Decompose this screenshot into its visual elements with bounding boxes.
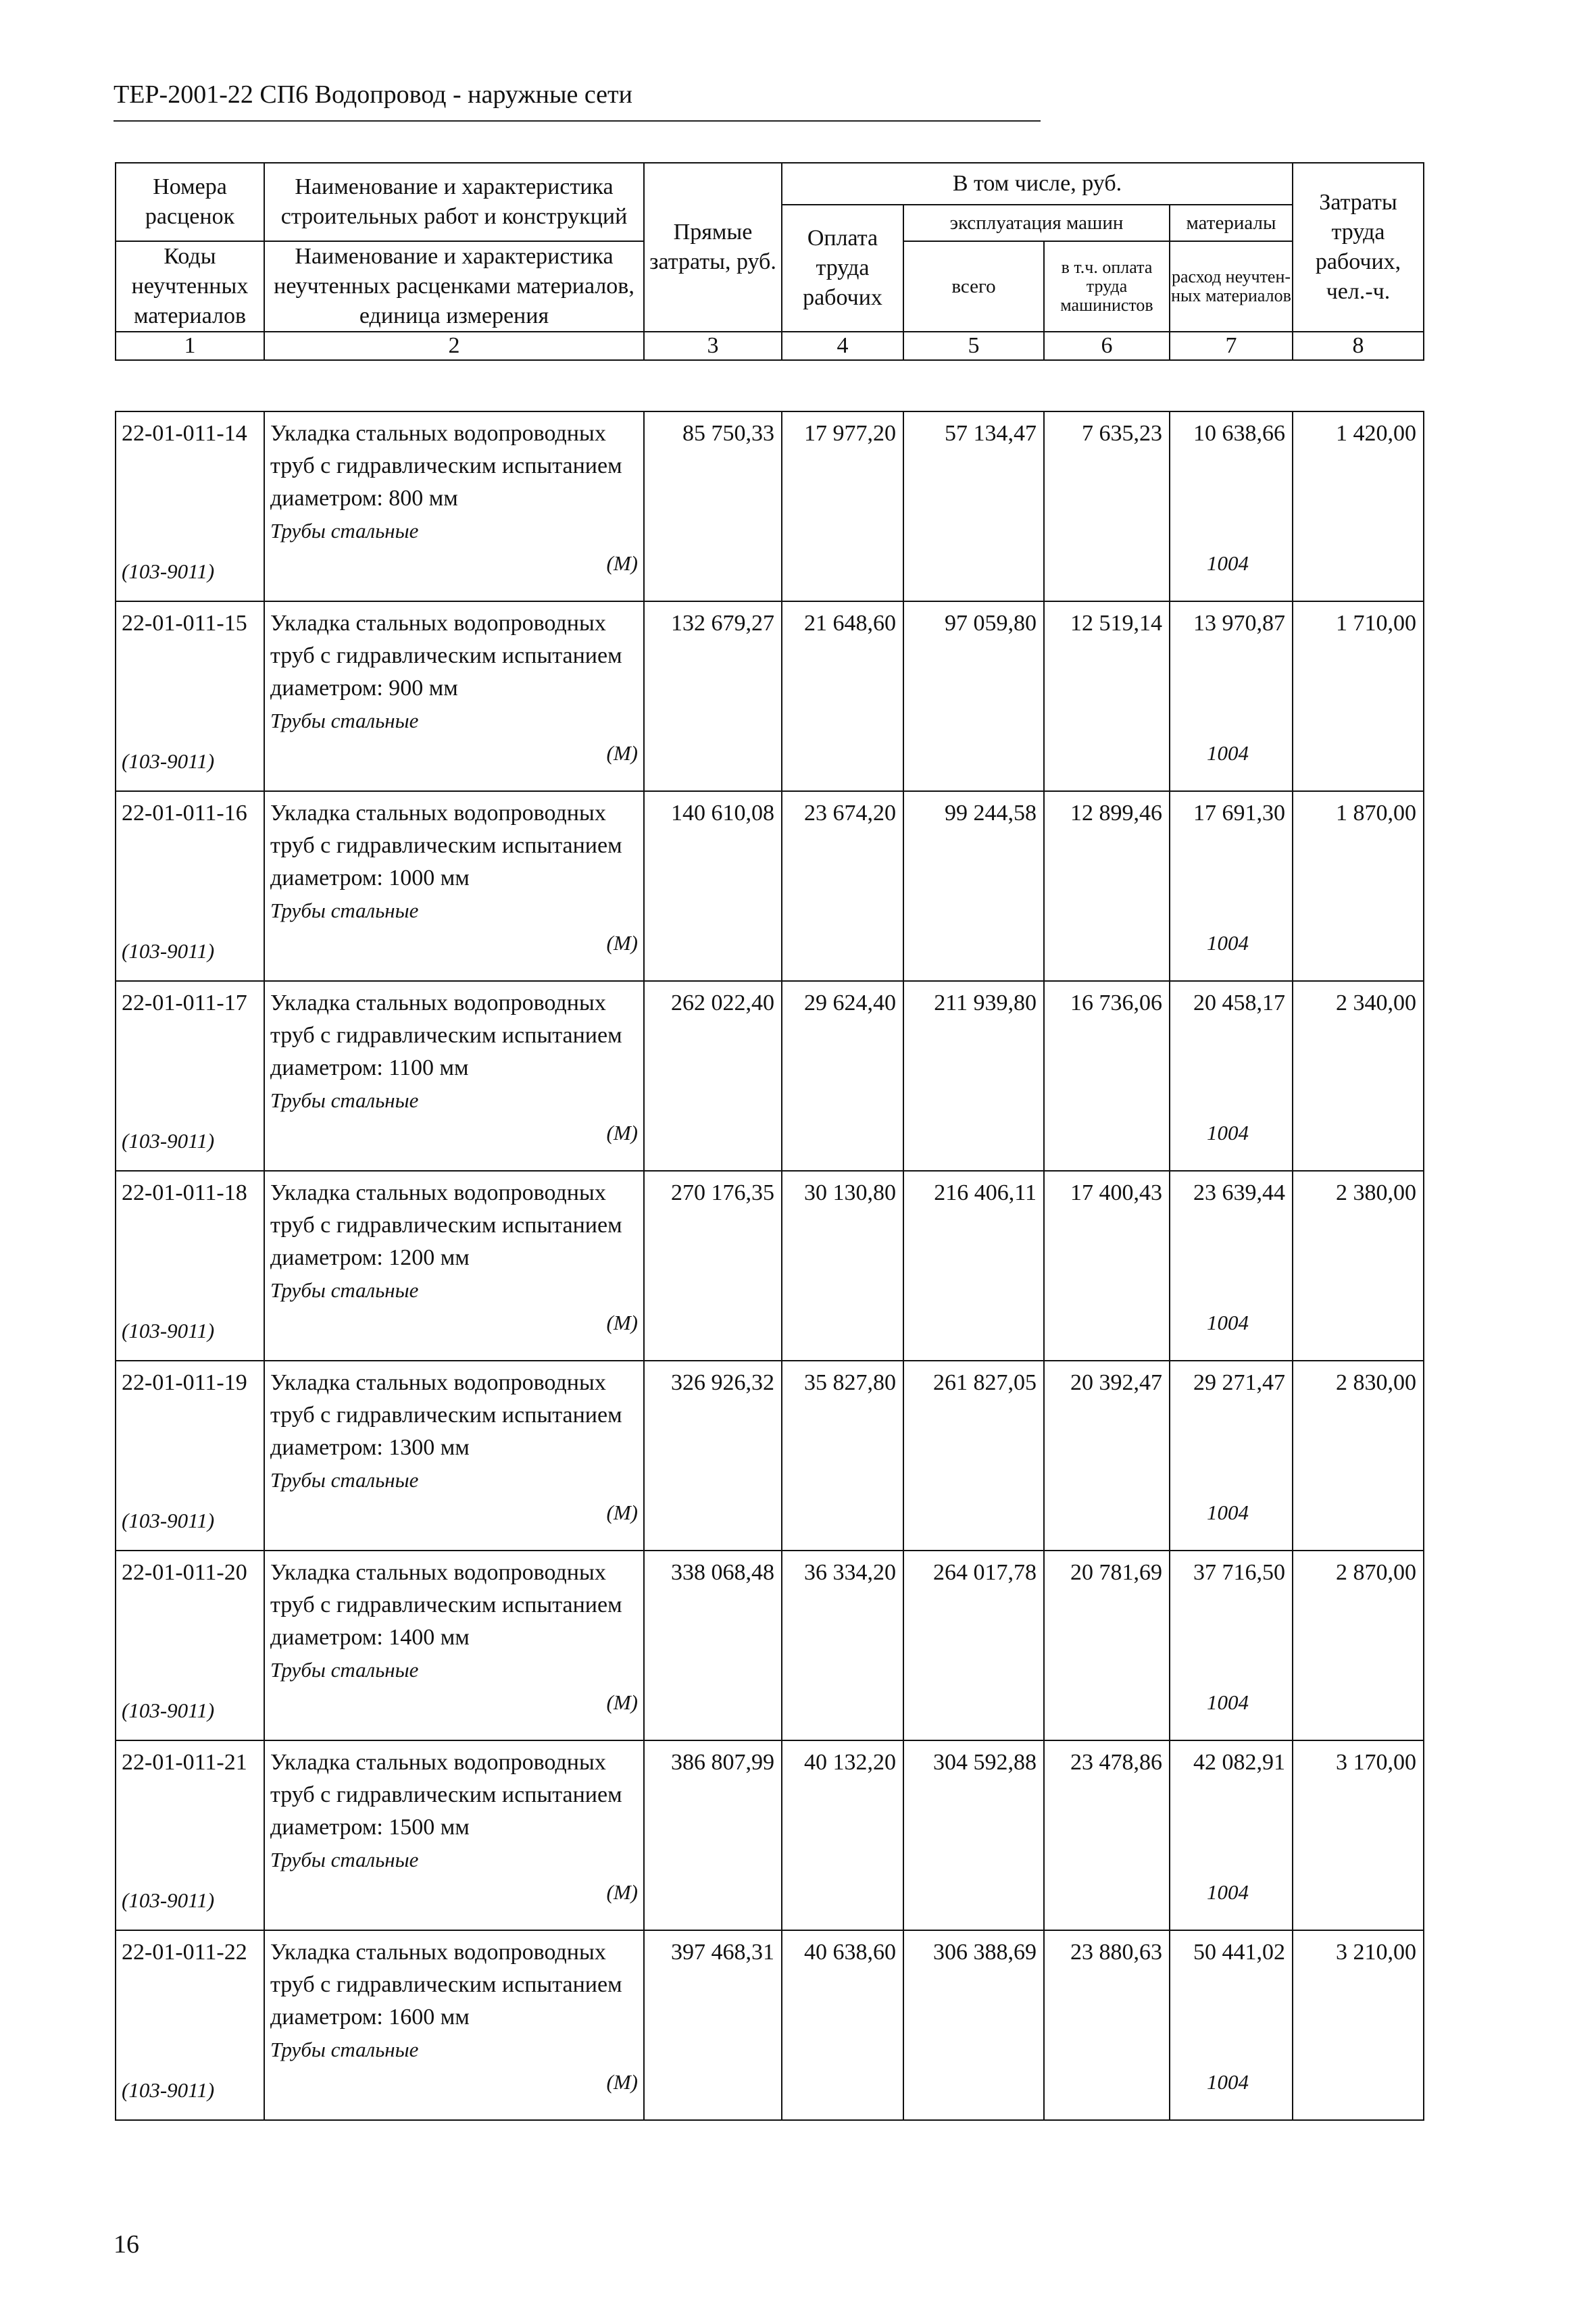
rate-code-cell	[116, 1361, 264, 1551]
page-number: 16	[114, 2230, 139, 2259]
machines-total: 306 388,69	[903, 1930, 1044, 2120]
header-materials: материалы	[1170, 205, 1293, 241]
material-name: Трубы стальные	[270, 1658, 419, 1682]
materials-cost: 42 082,91	[1193, 1750, 1285, 1775]
material-quantity: 1004	[1207, 1311, 1249, 1334]
table-row	[116, 411, 1424, 601]
material-unit: (М)	[606, 1121, 638, 1145]
material-unit: (М)	[606, 551, 638, 575]
material-code: (103-9011)	[122, 1699, 215, 1722]
material-name: Трубы стальные	[270, 1088, 419, 1112]
material-unit: (М)	[606, 2070, 638, 2094]
header-machines-total: всего	[903, 241, 1044, 332]
header-including: В том числе, руб.	[782, 163, 1293, 205]
table-row	[116, 1930, 1424, 2120]
machinists-pay: 23 880,63	[1044, 1930, 1170, 2120]
materials-cell	[1170, 1930, 1293, 2120]
materials-cost: 20 458,17	[1193, 990, 1285, 1015]
labor-hours: 3 170,00	[1293, 1740, 1424, 1930]
machinists-pay: 20 392,47	[1044, 1361, 1170, 1551]
materials-cell	[1170, 1740, 1293, 1930]
material-code: (103-9011)	[122, 559, 215, 583]
materials-cell	[1170, 791, 1293, 981]
labor-hours: 2 830,00	[1293, 1361, 1424, 1551]
machines-total: 211 939,80	[903, 981, 1044, 1171]
direct-costs: 132 679,27	[644, 601, 782, 791]
table-row	[116, 1551, 1424, 1740]
material-quantity: 1004	[1207, 931, 1249, 955]
direct-costs: 386 807,99	[644, 1740, 782, 1930]
rate-code: 22-01-011-14	[122, 421, 247, 446]
material-name: Трубы стальные	[270, 2038, 419, 2061]
material-code: (103-9011)	[122, 1509, 215, 1532]
materials-cell	[1170, 1361, 1293, 1551]
labor-pay: 29 624,40	[782, 981, 903, 1171]
material-quantity: 1004	[1207, 1880, 1249, 1904]
material-code: (103-9011)	[122, 2078, 215, 2102]
header-unaccounted-materials: расход неучтен-ных материалов	[1170, 241, 1293, 332]
materials-cost: 37 716,50	[1193, 1560, 1285, 1585]
table-row	[116, 791, 1424, 981]
rate-code-cell	[116, 601, 264, 791]
materials-cost: 23 639,44	[1193, 1180, 1285, 1205]
description-cell	[264, 1740, 644, 1930]
page-title: ТЕР-2001-22 СП6 Водопровод - наружные сети	[114, 80, 632, 109]
header-work-description: Наименование и характеристика строительных работ и конструкций	[264, 163, 644, 241]
description-cell	[264, 791, 644, 981]
rates-table	[115, 411, 1424, 2121]
work-description: Укладка стальных водопроводных труб с гидравлическим испытанием диаметром: 1600 мм	[270, 1940, 622, 2030]
material-name: Трубы стальные	[270, 1468, 419, 1492]
material-unit: (М)	[606, 1880, 638, 1904]
rate-code-cell	[116, 411, 264, 601]
materials-cell	[1170, 411, 1293, 601]
rate-code-cell	[116, 981, 264, 1171]
machines-total: 99 244,58	[903, 791, 1044, 981]
materials-cell	[1170, 1171, 1293, 1361]
description-cell	[264, 1361, 644, 1551]
material-quantity: 1004	[1207, 1501, 1249, 1524]
material-unit: (М)	[606, 931, 638, 955]
direct-costs: 338 068,48	[644, 1551, 782, 1740]
labor-pay: 35 827,80	[782, 1361, 903, 1551]
rate-code: 22-01-011-15	[122, 611, 247, 636]
labor-hours: 1 420,00	[1293, 411, 1424, 601]
labor-hours: 2 870,00	[1293, 1551, 1424, 1740]
direct-costs: 397 468,31	[644, 1930, 782, 2120]
materials-cost: 29 271,47	[1193, 1370, 1285, 1395]
rate-code-cell	[116, 1171, 264, 1361]
column-number: 4	[782, 332, 903, 360]
table-header	[115, 162, 1424, 361]
work-description: Укладка стальных водопроводных труб с гидравлическим испытанием диаметром: 1200 мм	[270, 1180, 622, 1270]
column-number: 1	[116, 332, 264, 360]
work-description: Укладка стальных водопроводных труб с гидравлическим испытанием диаметром: 900 мм	[270, 611, 622, 701]
labor-hours: 2 380,00	[1293, 1171, 1424, 1361]
description-cell	[264, 601, 644, 791]
rate-code: 22-01-011-22	[122, 1940, 247, 1965]
description-cell	[264, 411, 644, 601]
work-description: Укладка стальных водопроводных труб с гидравлическим испытанием диаметром: 1300 мм	[270, 1370, 622, 1460]
direct-costs: 262 022,40	[644, 981, 782, 1171]
rate-code: 22-01-011-20	[122, 1560, 247, 1585]
labor-pay: 40 132,20	[782, 1740, 903, 1930]
machines-total: 304 592,88	[903, 1740, 1044, 1930]
work-description: Укладка стальных водопроводных труб с гидравлическим испытанием диаметром: 800 мм	[270, 421, 622, 511]
description-cell	[264, 981, 644, 1171]
table-row	[116, 1361, 1424, 1551]
header-labor-pay: Оплата труда рабочих	[782, 205, 903, 332]
rate-code-cell	[116, 1930, 264, 2120]
machines-total: 261 827,05	[903, 1361, 1044, 1551]
column-number: 2	[264, 332, 644, 360]
column-number: 8	[1293, 332, 1424, 360]
rate-code: 22-01-011-21	[122, 1750, 247, 1775]
direct-costs: 85 750,33	[644, 411, 782, 601]
material-code: (103-9011)	[122, 939, 215, 963]
machinists-pay: 7 635,23	[1044, 411, 1170, 601]
header-machinists-pay: в т.ч. оплата труда машинистов	[1044, 241, 1170, 332]
labor-hours: 1 710,00	[1293, 601, 1424, 791]
table-row	[116, 1740, 1424, 1930]
direct-costs: 140 610,08	[644, 791, 782, 981]
material-name: Трубы стальные	[270, 1848, 419, 1871]
material-quantity: 1004	[1207, 2070, 1249, 2094]
material-code: (103-9011)	[122, 749, 215, 773]
work-description: Укладка стальных водопроводных труб с гидравлическим испытанием диаметром: 1000 мм	[270, 801, 622, 890]
labor-pay: 17 977,20	[782, 411, 903, 601]
column-number: 6	[1044, 332, 1170, 360]
header-material-codes: Коды неучтенных материалов	[116, 241, 264, 332]
materials-cost: 13 970,87	[1193, 611, 1285, 636]
machines-total: 264 017,78	[903, 1551, 1044, 1740]
material-unit: (М)	[606, 1501, 638, 1524]
header-machine-operation: эксплуатация машин	[903, 205, 1170, 241]
rate-code-cell	[116, 1551, 264, 1740]
material-name: Трубы стальные	[270, 519, 419, 543]
rate-code: 22-01-011-19	[122, 1370, 247, 1395]
direct-costs: 326 926,32	[644, 1361, 782, 1551]
labor-pay: 40 638,60	[782, 1930, 903, 2120]
machinists-pay: 20 781,69	[1044, 1551, 1170, 1740]
machinists-pay: 16 736,06	[1044, 981, 1170, 1171]
materials-cell	[1170, 1551, 1293, 1740]
material-quantity: 1004	[1207, 1690, 1249, 1714]
machinists-pay: 23 478,86	[1044, 1740, 1170, 1930]
rate-code: 22-01-011-16	[122, 801, 247, 826]
table-row	[116, 981, 1424, 1171]
machinists-pay: 12 519,14	[1044, 601, 1170, 791]
material-unit: (М)	[606, 1690, 638, 1714]
title-divider	[114, 120, 1041, 122]
work-description: Укладка стальных водопроводных труб с гидравлическим испытанием диаметром: 1400 мм	[270, 1560, 622, 1650]
material-quantity: 1004	[1207, 741, 1249, 765]
header-material-description: Наименование и характеристика неучтенных расценками материалов, единица измерения	[264, 241, 644, 332]
description-cell	[264, 1930, 644, 2120]
header-direct-costs: Прямые затраты, руб.	[644, 163, 782, 332]
materials-cell	[1170, 601, 1293, 791]
machines-total: 97 059,80	[903, 601, 1044, 791]
material-quantity: 1004	[1207, 551, 1249, 575]
material-unit: (М)	[606, 1311, 638, 1334]
labor-pay: 23 674,20	[782, 791, 903, 981]
material-name: Трубы стальные	[270, 709, 419, 732]
column-number: 7	[1170, 332, 1293, 360]
labor-hours: 3 210,00	[1293, 1930, 1424, 2120]
materials-cost: 50 441,02	[1193, 1940, 1285, 1965]
material-name: Трубы стальные	[270, 899, 419, 922]
table-row	[116, 601, 1424, 791]
materials-cost: 10 638,66	[1193, 421, 1285, 446]
machines-total: 57 134,47	[903, 411, 1044, 601]
rate-code: 22-01-011-18	[122, 1180, 247, 1205]
work-description: Укладка стальных водопроводных труб с гидравлическим испытанием диаметром: 1500 мм	[270, 1750, 622, 1840]
column-number: 5	[903, 332, 1044, 360]
labor-hours: 1 870,00	[1293, 791, 1424, 981]
description-cell	[264, 1171, 644, 1361]
labor-hours: 2 340,00	[1293, 981, 1424, 1171]
description-cell	[264, 1551, 644, 1740]
machines-total: 216 406,11	[903, 1171, 1044, 1361]
materials-cost: 17 691,30	[1193, 801, 1285, 826]
labor-pay: 21 648,60	[782, 601, 903, 791]
rate-code-cell	[116, 791, 264, 981]
direct-costs: 270 176,35	[644, 1171, 782, 1361]
header-labor-hours: Затраты труда рабочих, чел.-ч.	[1293, 163, 1424, 332]
material-code: (103-9011)	[122, 1888, 215, 1912]
rate-code-cell	[116, 1740, 264, 1930]
material-unit: (М)	[606, 741, 638, 765]
materials-cell	[1170, 981, 1293, 1171]
rate-code: 22-01-011-17	[122, 990, 247, 1015]
material-quantity: 1004	[1207, 1121, 1249, 1145]
machinists-pay: 17 400,43	[1044, 1171, 1170, 1361]
material-code: (103-9011)	[122, 1129, 215, 1153]
material-code: (103-9011)	[122, 1319, 215, 1342]
table-row	[116, 1171, 1424, 1361]
material-name: Трубы стальные	[270, 1278, 419, 1302]
column-number: 3	[644, 332, 782, 360]
machinists-pay: 12 899,46	[1044, 791, 1170, 981]
header-rate-numbers: Номера расценок	[116, 163, 264, 241]
work-description: Укладка стальных водопроводных труб с гидравлическим испытанием диаметром: 1100 мм	[270, 990, 622, 1080]
labor-pay: 36 334,20	[782, 1551, 903, 1740]
labor-pay: 30 130,80	[782, 1171, 903, 1361]
